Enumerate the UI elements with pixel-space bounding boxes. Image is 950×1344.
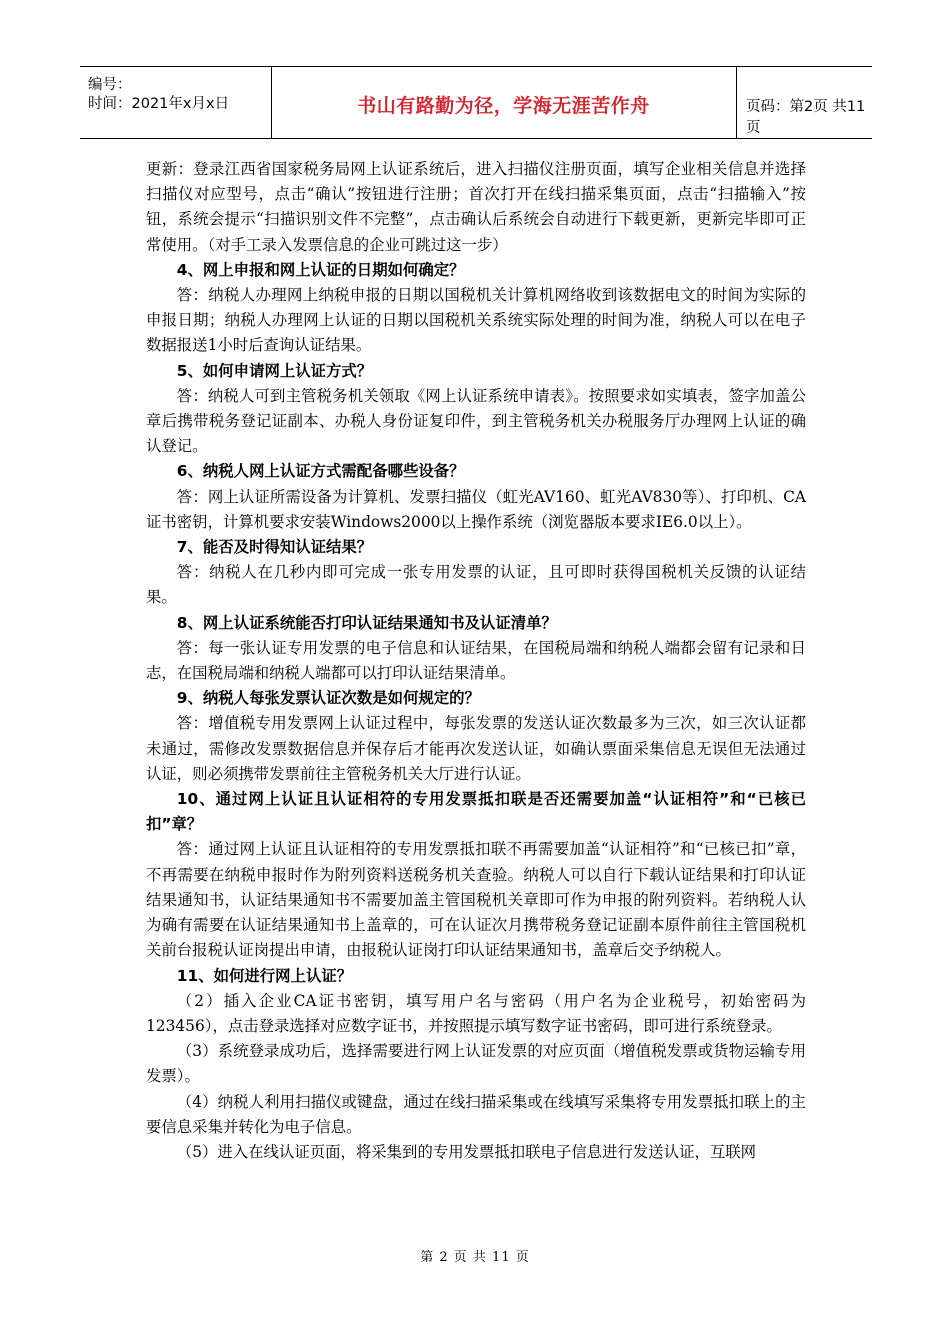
page-footer: 第 2 页 共 11 页 xyxy=(420,1250,530,1265)
document-number-label: 编号： xyxy=(88,77,132,93)
header-motto-cell xyxy=(271,67,737,138)
body-paragraph: （2）插入企业CA证书密钥，填写用户名与密码（用户名为企业税号，初始密码为123456），点击登录选择对应数字证书，并按照提示填写数字证书密码，即可进行系统登录。 xyxy=(146,991,806,1035)
body-paragraph: 答：每一张认证专用发票的电子信息和认证结果，在国税局端和纳税人端都会留有记录和日志，在国税局端和纳税人端都可以打印认证结果清单。 xyxy=(146,638,806,683)
question-heading: 10、通过网上认证且认证相符的专用发票抵扣联是否还需要加盖“认证相符”和“已核已扣”章？ xyxy=(146,790,806,834)
page-header xyxy=(80,66,872,139)
body-paragraph: （3）系统登录成功后，选择需要进行网上认证发票的对应页面（增值税发票或货物运输专用发票）。 xyxy=(146,1042,806,1086)
question-heading: 9、纳税人每张发票认证次数是如何规定的？ xyxy=(176,689,480,708)
question-heading: 6、纳税人网上认证方式需配备哪些设备？ xyxy=(176,462,465,481)
question-heading: 7、能否及时得知认证结果？ xyxy=(176,538,373,557)
header-motto: 书山有路勤为径，学海无涯苦作舟 xyxy=(357,95,650,117)
body-paragraph: 答：通过网上认证且认证相符的专用发票抵扣联不再需要加盖“认证相符”和“已核已扣”章，不再需要在纳税申报时作为附列资料送税务机关查验。纳税人可以自行下载认证结果和打印认证结果通知书，认证结果通知书不需要加盖主管国税机关章即可作为申报的附列资料。若纳税人认为确有需要在认证结果通知书上盖章的，可在认证次月携带税务登记证副本原件前往主管国税机关前台报税认证岗提出申请，由报税认证岗打印认证结果通知书，盖章后交予纳税人。 xyxy=(146,840,806,960)
header-page-info: 页码：第2页 共11页 xyxy=(746,99,866,136)
body-paragraph: 答：纳税人办理网上纳税申报的日期以国税机关计算机网络收到该数据电文的时间为实际的申报日期；纳税人办理网上认证的日期以国税机关系统实际处理的时间为准，纳税人可以在电子数据报送1小时后查询认证结果。 xyxy=(146,286,806,355)
question-heading: 11、如何进行网上认证？ xyxy=(176,966,353,985)
question-heading: 5、如何申请网上认证方式？ xyxy=(176,361,373,380)
header-meta xyxy=(80,67,272,138)
body-paragraph: 更新：登录江西省国家税务局网上认证系统后，进入扫描仪注册页面，填写企业相关信息并选择扫描仪对应型号，点击“确认”按钮进行注册；首次打开在线扫描采集页面，点击“扫描输入”按钮，系统会提示“扫描识别文件不完整”，点击确认后系统会自动进行下载更新，更新完毕即可正常使用。（对手工录入发票信息的企业可跳过这一步） xyxy=(146,160,806,254)
document-time-label: 时间：2021年x月x日 xyxy=(88,96,230,112)
body-paragraph: 答：纳税人在几秒内即可完成一张专用发票的认证，且可即时获得国税机关反馈的认证结果。 xyxy=(146,563,806,607)
body-paragraph: （5）进入在线认证页面，将采集到的专用发票抵扣联电子信息进行发送认证，互联网 xyxy=(176,1142,757,1161)
body-paragraph: 答：增值税专用发票网上认证过程中，每张发票的发送认证次数最多为三次，如三次认证都未通过，需修改发票数据信息并保存后才能再次发送认证，如确认票面采集信息无误但无法通过认证，则必须携带发票前往主管税务机关大厅进行认证。 xyxy=(146,714,806,783)
document-body xyxy=(146,157,806,1165)
question-heading: 4、网上申报和网上认证的日期如何确定？ xyxy=(176,260,465,279)
header-page-cell xyxy=(736,67,872,138)
body-paragraph: 答：纳税人可到主管税务机关领取《网上认证系统申请表》。按照要求如实填表，签字加盖公章后携带税务登记证副本、办税人身份证复印件，到主管税务机关办税服务厅办理网上认证的确认登记。 xyxy=(146,386,806,456)
question-heading: 8、网上认证系统能否打印认证结果通知书及认证清单？ xyxy=(176,613,557,632)
body-paragraph: （4）纳税人利用扫描仪或键盘，通过在线扫描采集或在线填写采集将专用发票抵扣联上的主要信息采集并转化为电子信息。 xyxy=(146,1092,806,1136)
body-paragraph: 答：网上认证所需设备为计算机、发票扫描仪（虹光AV160、虹光AV830等）、打印机、CA证书密钥，计算机要求安装Windows2000以上操作系统（浏览器版本要求IE6.0以上）。 xyxy=(146,487,806,531)
